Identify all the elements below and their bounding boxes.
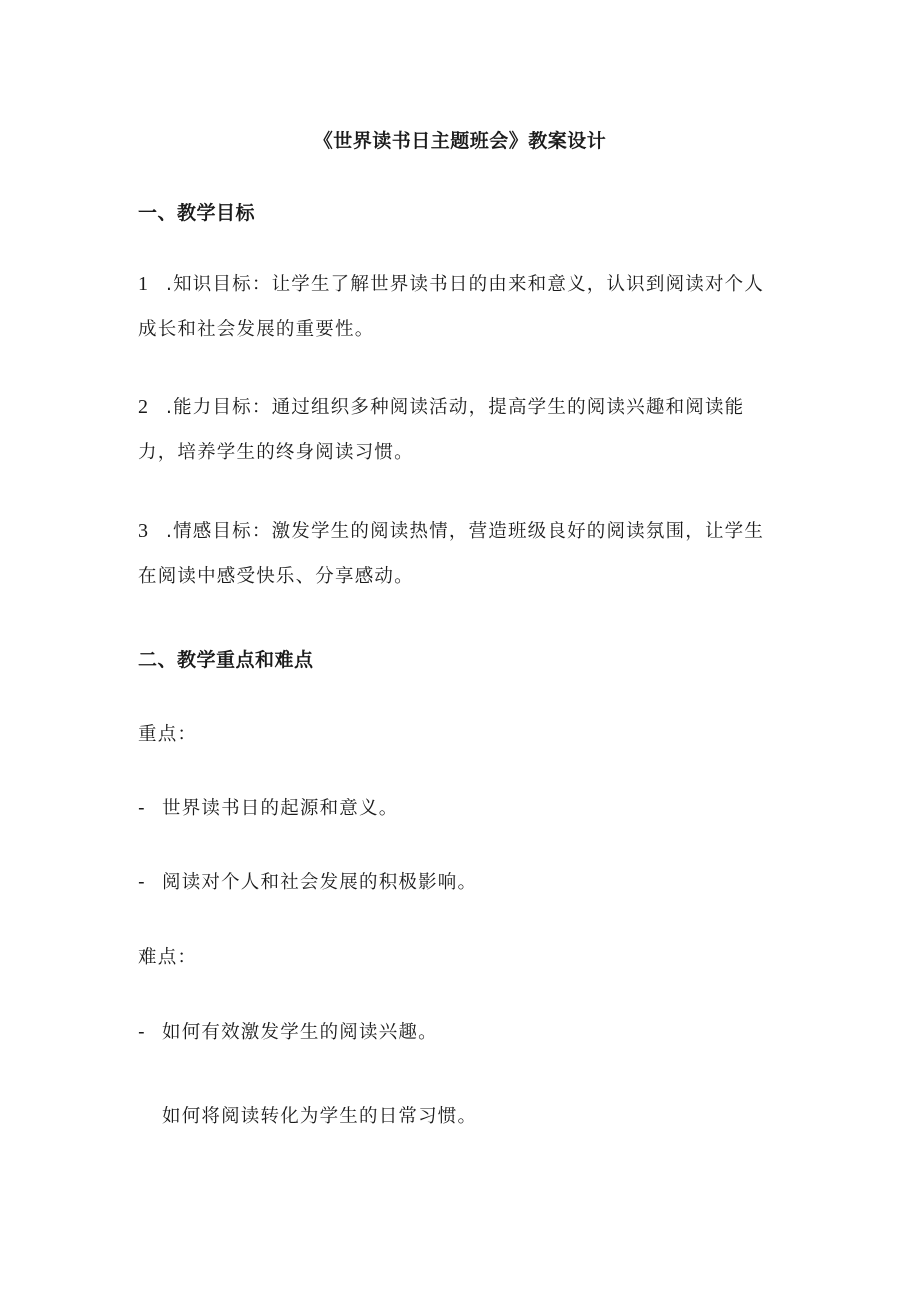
dash-marker: - xyxy=(138,1022,146,1043)
objective-line xyxy=(138,262,788,307)
objective-line xyxy=(138,509,788,554)
difficulty-extra-line: 如何将阅读转化为学生的日常习惯。 xyxy=(162,1106,478,1127)
objective-item-2 xyxy=(138,385,788,475)
list-item xyxy=(138,1018,438,1044)
dash-marker: - xyxy=(138,872,146,893)
objective-text: .情感目标：激发学生的阅读热情，营造班级良好的阅读氛围，让学生 xyxy=(166,521,765,542)
document-title: 《世界读书日主题班会》教案设计 xyxy=(313,130,607,152)
list-item-text: 世界读书日的起源和意义。 xyxy=(162,798,399,819)
key-points-label: 重点： xyxy=(138,724,198,745)
objective-line: 成长和社会发展的重要性。 xyxy=(138,319,375,340)
objective-line xyxy=(138,385,788,430)
objective-text: .能力目标：通过组织多种阅读活动，提高学生的阅读兴趣和阅读能 xyxy=(166,397,745,418)
item-number: 3 xyxy=(138,520,150,542)
difficulty-label: 难点： xyxy=(138,947,198,968)
objective-item-1 xyxy=(138,262,788,352)
objective-text: .知识目标：让学生了解世界读书日的由来和意义，认识到阅读对个人 xyxy=(166,274,765,295)
objective-line: 在阅读中感受快乐、分享感动。 xyxy=(138,566,414,587)
section-heading-objectives: 一、教学目标 xyxy=(138,202,256,224)
objective-line: 力，培养学生的终身阅读习惯。 xyxy=(138,442,414,463)
item-number: 1 xyxy=(138,273,150,295)
list-item-text: 如何有效激发学生的阅读兴趣。 xyxy=(162,1022,438,1043)
list-item xyxy=(138,794,398,820)
item-number: 2 xyxy=(138,396,150,418)
dash-marker: - xyxy=(138,798,146,819)
list-item xyxy=(138,868,477,894)
objective-item-3 xyxy=(138,509,788,599)
list-item-text: 阅读对个人和社会发展的积极影响。 xyxy=(162,872,478,893)
section-heading-key-points: 二、教学重点和难点 xyxy=(138,649,314,671)
